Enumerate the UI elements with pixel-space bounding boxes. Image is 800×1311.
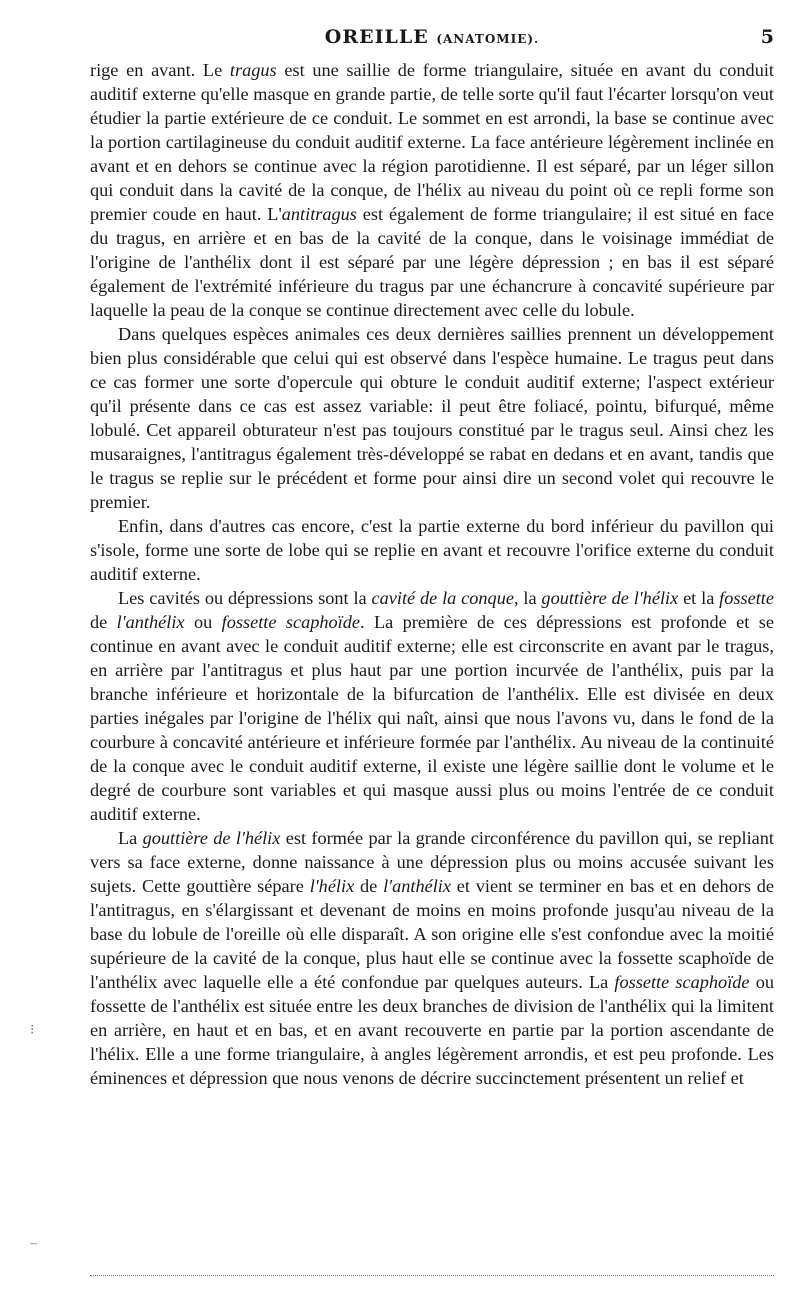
text-run: La — [118, 828, 143, 848]
page-number: 5 — [760, 26, 774, 48]
margin-mark: ⁝ — [30, 1023, 35, 1038]
running-title-subtitle: (ANATOMIE). — [436, 32, 540, 46]
text-run: ou fossette de l'anthélix est située entre les deux branches de division de l'anthélix qui la limitent en arrière, en haut et en bas, et en avant recouverte en partie par la portion ascendante de l'hélix. Elle a une forme triangulaire, à angles légèrement arrondis, et est peu profonde. Les éminences et dépression que nous venons de décrire succinctement présentent un relief et — [90, 972, 774, 1088]
text-run: de — [90, 612, 117, 632]
italic-term: l'anthélix — [383, 876, 451, 896]
italic-term: fossette scaphoïde — [221, 612, 360, 632]
footer-rule — [90, 1275, 774, 1276]
text-run: de — [354, 876, 384, 896]
paragraph — [90, 826, 774, 1090]
italic-term: tragus — [229, 60, 277, 80]
italic-term: antitragus — [281, 204, 357, 224]
italic-term: fossette — [719, 588, 774, 608]
running-title-main: OREILLE — [324, 26, 429, 48]
italic-term: l'anthélix — [116, 612, 185, 632]
text-run: ou — [184, 612, 222, 632]
running-title — [90, 26, 774, 48]
italic-term: gouttière de l'hélix — [541, 588, 679, 608]
text-run: rige en avant. Le — [90, 60, 230, 80]
text-run: est une saillie de forme triangulaire, située en avant du conduit auditif externe qu'elle masque en grande partie, de telle sorte qu'il faut l'écarter lorsqu'on veut étudier la partie extérieure de ce conduit. Le sommet en est arrondi, la base se continue avec la portion cartilagineuse du conduit auditif externe. La face antérieure légèrement inclinée en avant et en dehors se continue avec la région parotidienne. Il est séparé, par un léger sillon qui conduit dans la cavité de la conque, de l'hélix au niveau du point où ce repli forme son premier coude en haut. L' — [90, 60, 774, 224]
body-text — [90, 58, 774, 1090]
margin-mark: – — [30, 1236, 37, 1251]
text-run: est formée par la grande circonférence du pavillon qui, se repliant vers sa face externe, donne naissance à une dépression plus ou moins accusée suivant les sujets. Cette gouttière sépare — [90, 828, 775, 896]
text-run: Les cavités ou dépressions sont la — [118, 588, 372, 608]
text-run: et la — [678, 588, 720, 608]
paragraph — [90, 514, 774, 586]
text-run: et vient se terminer en bas et en dehors de l'antitragus, en s'élargissant et devenant de moins en moins profonde jusqu'au niveau de la base du lobule de l'oreille où elle disparaît. A son origine elle s'est confondue avec la moitié supérieure de la cavité de la conque, plus haut elle se continue avec la fossette scaphoïde de l'anthélix avec laquelle elle a été confondue par quelques auteurs. La — [90, 876, 775, 992]
text-run: , la — [513, 588, 542, 608]
page-header — [90, 26, 774, 54]
paragraph — [90, 586, 774, 826]
text-run: est également de forme triangulaire; il est situé en face du tragus, en arrière et en bas de la cavité de la conque, dans le voisinage immédiat de l'origine de l'anthélix dont il est séparé par une légère dépression ; en bas il est séparé également de l'extrémité inférieure du tragus par une échancrure à concavité supérieure par laquelle la peau de la conque se continue directement avec celle du lobule. — [90, 204, 774, 320]
italic-term: fossette scaphoïde — [614, 972, 750, 992]
paragraph — [90, 322, 774, 514]
paragraph — [90, 58, 774, 322]
text-run: . La première de ces dépressions est profonde et se continue en avant avec le conduit auditif externe; elle est circonscrite en avant par le tragus, en arrière par l'antitragus et plus haut par une portion incurvée de l'anthélix, puis par la branche inférieure et horizontale de la bifurcation de l'anthélix. Elle est divisée en deux parties inégales par l'origine de l'hélix qui naît, ainsi que nous l'avons vu, dans le fond de la courbure à concavité antérieure et inférieure formée par l'anthélix. Au niveau de la continuité de la conque avec le conduit auditif externe, il existe une légère saillie dont le volume et le degré de courbure sont variables et qui masque aussi plus ou moins l'entrée de ce conduit auditif externe. — [90, 612, 774, 824]
italic-term: l'hélix — [309, 876, 355, 896]
italic-term: gouttière de l'hélix — [142, 828, 281, 848]
italic-term: cavité de la conque — [371, 588, 514, 608]
text-run: Dans quelques espèces animales ces deux dernières saillies prennent un développement bien plus considérable que celui qui est observé dans l'espèce humaine. Le tragus peut dans ce cas former une sorte d'opercule qui obture le conduit auditif externe; l'aspect extérieur qu'il présente dans ce cas est assez variable: il peut être foliacé, pointu, bifurqué, même lobulé. Cet appareil obturateur n'est pas toujours constitué par le tragus seul. Ainsi chez les musaraignes, l'antitragus également très-développé se rabat en dedans et en avant, tandis que le tragus se replie sur le précédent et forme pour ainsi dire un second volet qui recouvre le premier. — [90, 324, 774, 512]
text-run: Enfin, dans d'autres cas encore, c'est la partie externe du bord inférieur du pavillon qui s'isole, forme une sorte de lobe qui se replie en avant et recouvre l'orifice externe du conduit auditif externe. — [90, 516, 774, 584]
